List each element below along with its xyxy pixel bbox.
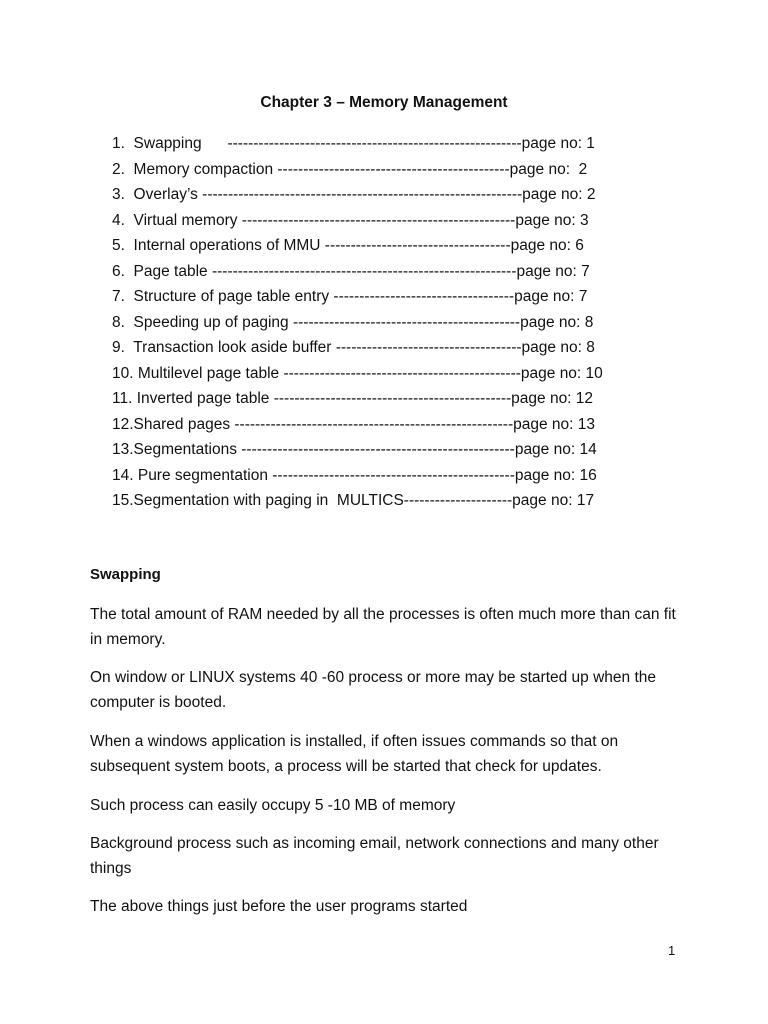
page-number: 1 [668, 943, 676, 958]
paragraph: When a windows application is installed, if often issues commands so that on subsequent system boots, a process will be started that check for updates. [90, 733, 619, 775]
table-of-contents [112, 131, 632, 514]
toc-entry: 4. Virtual memory -----------------------------------------------------page no: 3 [112, 211, 589, 229]
paragraph: The above things just before the user programs started [90, 898, 468, 915]
toc-entry: 14. Pure segmentation -----------------------------------------------page no: 16 [112, 466, 597, 484]
toc-entry: 2. Memory compaction ---------------------------------------------page no: 2 [112, 160, 588, 178]
toc-entry: 11. Inverted page table ----------------------------------------------page no: 12 [112, 390, 594, 407]
section-heading: Swapping [90, 566, 161, 583]
toc-entry: 10. Multilevel page table ----------------------------------------------page no: 10 [112, 364, 603, 382]
toc-entry: 13.Segmentations -----------------------------------------------------page no: 14 [112, 441, 597, 458]
chapter-title: Chapter 3 – Memory Management [260, 94, 508, 111]
paragraph: The total amount of RAM needed by all the processes is often much more than can fit in memory. [90, 606, 676, 648]
toc-entry: 15.Segmentation with paging in MULTICS---------------------page no: 17 [112, 492, 595, 509]
toc-entry: 7. Structure of page table entry -----------------------------------page no: 7 [112, 288, 588, 305]
toc-entry: 8. Speeding up of paging --------------------------------------------page no: 8 [112, 313, 594, 331]
paragraph: Background process such as incoming email, network connections and many other things [90, 835, 659, 877]
toc-entry: 1. Swapping ---------------------------------------------------------page no: 1 [112, 135, 595, 152]
paragraph: On window or LINUX systems 40 -60 process or more may be started up when the computer is booted. [90, 669, 656, 711]
toc-entry: 12.Shared pages ------------------------------------------------------page no: 13 [112, 415, 595, 433]
toc-entry: 9. Transaction look aside buffer ------------------------------------page no: 8 [112, 339, 595, 356]
toc-entry: 5. Internal operations of MMU ------------------------------------page no: 6 [112, 237, 584, 254]
paragraph: Such process can easily occupy 5 -10 MB of memory [90, 797, 456, 814]
toc-entry: 6. Page table -----------------------------------------------------------page no: 7 [112, 262, 590, 280]
toc-entry: 3. Overlay’s --------------------------------------------------------------page no: 2 [112, 186, 596, 203]
